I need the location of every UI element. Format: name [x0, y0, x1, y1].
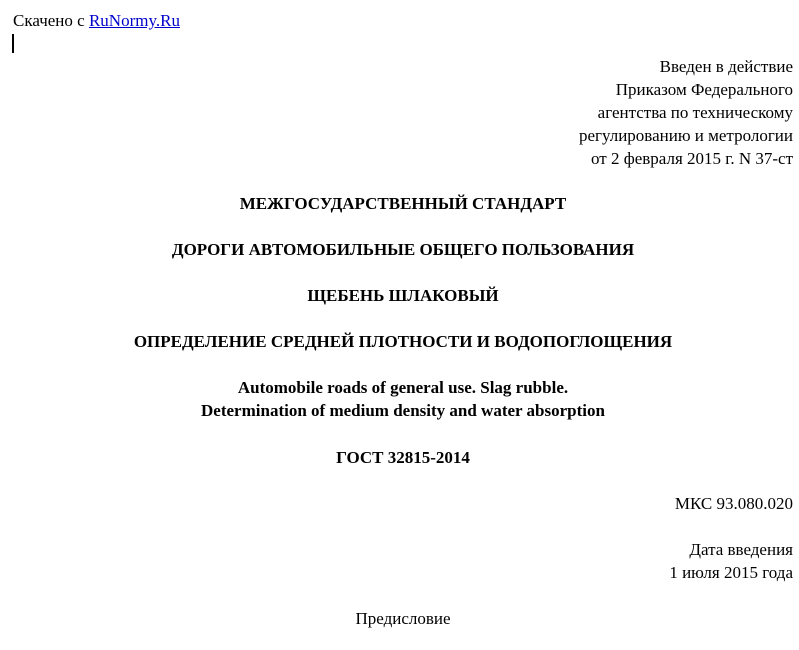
preface-title: Предисловие	[355, 609, 451, 628]
english-title-line-2: Determination of medium density and water absorption	[201, 401, 605, 420]
text-cursor	[12, 34, 14, 53]
approval-line: агентства по техническому	[597, 103, 793, 122]
approval-line: Введен в действие	[659, 57, 793, 76]
approval-line: Приказом Федерального	[615, 80, 793, 99]
method-heading: ОПРЕДЕЛЕНИЕ СРЕДНЕЙ ПЛОТНОСТИ И ВОДОПОГЛОЩЕНИЯ	[133, 332, 673, 351]
approval-block	[579, 55, 793, 170]
mks-code: МКС 93.080.020	[674, 494, 793, 513]
effective-date-label: Дата введения	[689, 540, 793, 559]
effective-date-value: 1 июля 2015 года	[669, 563, 793, 582]
roads-heading: ДОРОГИ АВТОМОБИЛЬНЫЕ ОБЩЕГО ПОЛЬЗОВАНИЯ	[171, 240, 635, 259]
source-prefix: Скачено с	[13, 11, 85, 30]
gost-number: ГОСТ 32815-2014	[336, 448, 470, 467]
rubble-heading: ЩЕБЕНЬ ШЛАКОВЫЙ	[307, 286, 499, 305]
approval-line: регулированию и метрологии	[578, 126, 793, 145]
approval-line: от 2 февраля 2015 г. N 37-ст	[590, 149, 793, 168]
english-title-line-1: Automobile roads of general use. Slag rubble.	[237, 378, 569, 397]
source-line	[13, 9, 180, 32]
interstate-standard-heading: МЕЖГОСУДАРСТВЕННЫЙ СТАНДАРТ	[239, 194, 567, 213]
runormy-link[interactable]: RuNormy.Ru	[88, 11, 180, 30]
